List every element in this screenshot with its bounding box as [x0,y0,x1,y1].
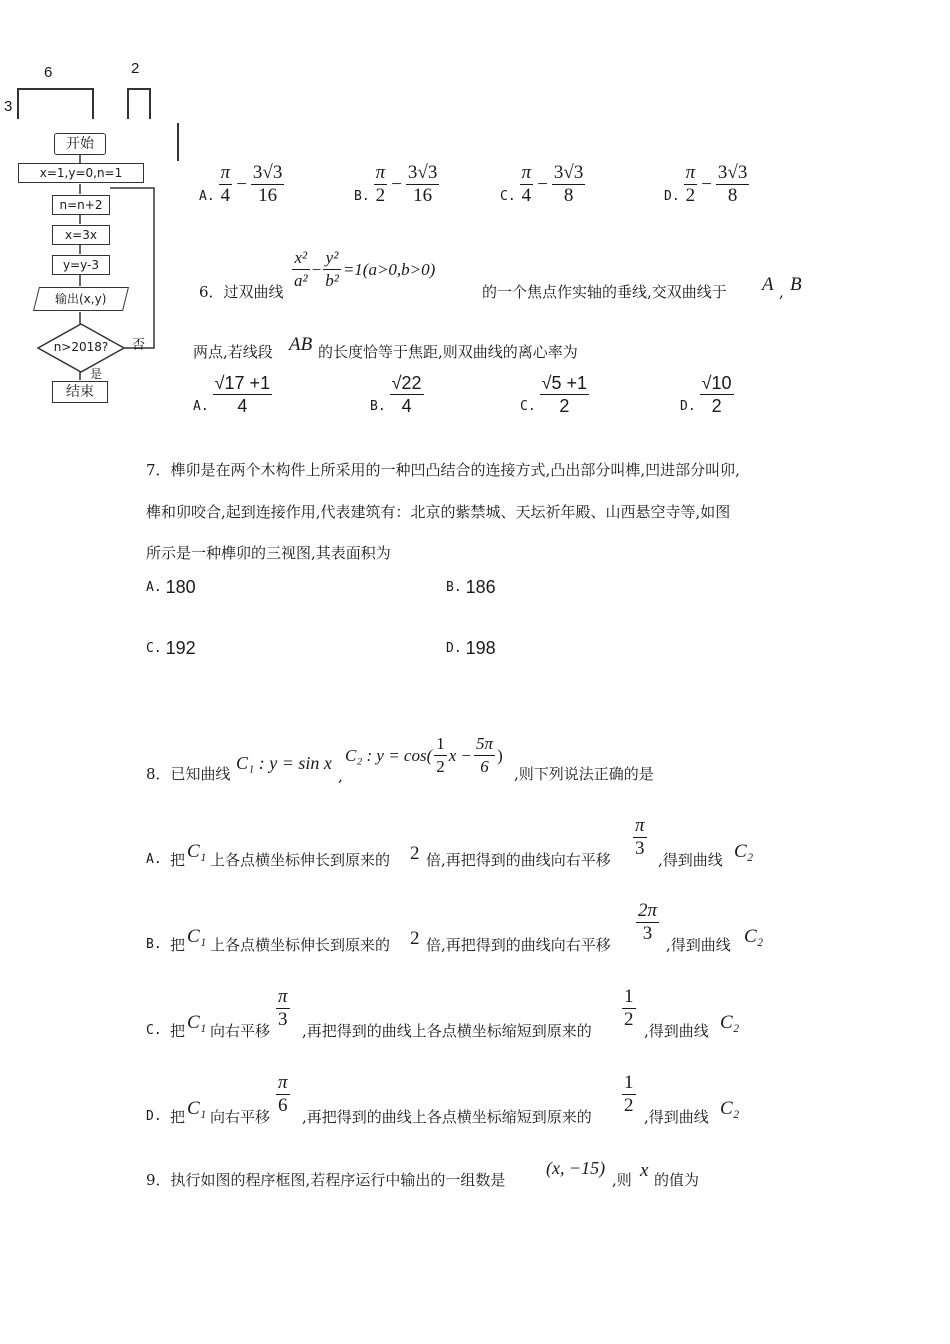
step-n-box: n=n+2 [52,195,110,215]
q5-option-d[interactable]: D. $\frac{\pi}{2}$ − $\frac{3√3}{8}$ [664,162,748,206]
q6-line2-a: 两点,若线段 [193,343,273,361]
q6-option-d[interactable]: D. $\frac{√10}{2}$ [680,373,732,416]
q6-option-a[interactable]: A. $\frac{√17 +1}{4}$ [193,373,271,416]
start-box: 开始 [54,133,106,155]
q7-option-d[interactable]: D. 198 [446,638,496,658]
q7-option-b[interactable]: B. 186 [446,577,496,597]
q8-prefix: 8．已知曲线 [146,765,231,783]
no-label: 否 [132,338,146,353]
q9-variable-x: x [640,1160,649,1181]
q6-option-b[interactable]: B. $\frac{√22}{4}$ [370,373,422,416]
q9-mid: ,则 [612,1171,632,1189]
step-x-box: x=3x [52,225,110,245]
q6-point-a: A [762,274,774,295]
q6-option-c[interactable]: C. $\frac{√5 +1}{2}$ [520,373,588,416]
yes-label: 是 [90,367,103,381]
q7-line-1: 7．榫卯是在两个木构件上所采用的一种凹凸结合的连接方式,凸出部分叫榫,凹进部分叫卯, [146,461,740,479]
q9-prefix: 9．执行如图的程序框图,若程序运行中输出的一组数是 [146,1171,506,1189]
dim-label-2: 2 [131,60,140,77]
q6-prefix: 6．过双曲线 [199,283,284,301]
q9-output-pair: (x, −15) [546,1158,606,1178]
q6-mid-text: 的一个焦点作实轴的垂线,交双曲线于 [482,283,727,301]
q8-suffix: ,则下列说法正确的是 [514,765,654,783]
q8-curve-c1: C₁ : y = sin x [236,753,332,773]
q8-option-c[interactable]: C. 把 C₁ 向右平移 π 3 ,再把得到的曲线上各点横坐标缩短到原来的 1 2 ,得到曲线 C₂ [146,986,740,1040]
q6-point-b: B [790,274,802,295]
q5-option-b[interactable]: B. $\frac{\pi}{2}$ − $\frac{3√3}{16}$ [354,162,438,206]
dim-label-6: 6 [44,64,53,81]
q6-line2-b: 的长度恰等于焦距,则双曲线的离心率为 [318,343,578,361]
end-box: 结束 [52,381,108,403]
q6-segment-ab: AB [289,334,313,355]
q6-hyperbola-equation: $\frac{\text{x²}}{\text{a²}}$ − $\frac{\text{y²}}{\text{b²}}$ =1(a>0,b>0) [294,248,436,290]
q7-line-3: 所示是一种榫卯的三视图,其表面积为 [146,544,391,562]
q7-line-2: 榫和卯咬合,起到连接作用,代表建筑有：北京的紫禁城、天坛祈年殿、山西悬空寺等,如图 [146,503,731,521]
dim-label-3: 3 [4,98,13,115]
q7-option-a[interactable]: A. 180 [146,577,196,597]
q9-suffix: 的值为 [654,1171,700,1189]
q6-comma: , [779,283,784,301]
q8-option-b[interactable]: B. 把 C₁ 上各点横坐标伸长到原来的 2 倍,再把得到的曲线向右平移 2π 3 ,得到曲线 C₂ [146,900,764,954]
init-box: x=1,y=0,n=1 [18,163,144,183]
output-box [33,287,129,311]
q8-option-d[interactable]: D. 把 C₁ 向右平移 π 6 ,再把得到的曲线上各点横坐标缩短到原来的 1 2 ,得到曲线 C₂ [146,1072,740,1126]
q5-option-a[interactable]: A. $\frac{\pi}{4}$ − $\frac{3√3}{16}$ [199,162,283,206]
q5-option-c[interactable]: C. $\frac{\pi}{4}$ − $\frac{3√3}{8}$ [500,162,584,206]
q8-separator: , [338,767,343,785]
q8-option-a[interactable]: A. 把 C₁ 上各点横坐标伸长到原来的 2 倍,再把得到的曲线向右平移 π 3 ,得到曲线 C₂ [146,815,754,869]
condition-label: n>2018? [53,340,109,354]
q7-option-c[interactable]: C. 192 [146,638,196,658]
q8-curve-c2: C₂ : y = cos( $\frac{1}{2}$ x − $\frac{5\pi}{6}$ ) [345,734,503,776]
output-label: 输出(x,y) [55,292,107,306]
step-y-box: y=y-3 [52,255,110,275]
